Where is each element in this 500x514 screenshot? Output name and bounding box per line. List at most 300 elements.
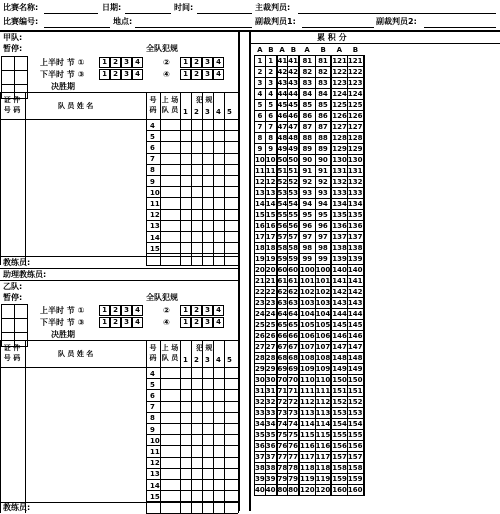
score-cell[interactable]: 155 xyxy=(332,430,347,439)
score-cell[interactable]: 71 xyxy=(277,386,288,395)
foul-box[interactable]: 2 xyxy=(191,57,202,68)
score-cell[interactable]: 54 xyxy=(277,199,288,208)
score-cell[interactable]: 156 xyxy=(332,441,347,450)
score-cell[interactable]: 24 xyxy=(255,309,265,318)
score-cell[interactable]: 8 xyxy=(265,133,276,144)
score-cell[interactable]: 85 xyxy=(299,100,315,111)
score-cell[interactable]: 45 xyxy=(288,100,298,109)
score-cell[interactable]: 103 xyxy=(300,298,315,307)
foul-box[interactable]: 1 xyxy=(99,69,110,80)
score-cell[interactable]: 68 xyxy=(288,353,298,362)
score-cell[interactable]: 115 xyxy=(315,430,331,439)
score-cell[interactable]: 33 xyxy=(265,408,276,417)
score-cell[interactable]: 4 xyxy=(265,89,276,100)
score-cell[interactable]: 80 xyxy=(288,485,298,494)
score-cell[interactable]: 150 xyxy=(332,375,347,384)
score-cell[interactable]: 31 xyxy=(265,386,276,395)
score-cell[interactable]: 48 xyxy=(277,133,288,142)
score-cell[interactable]: 11 xyxy=(265,166,276,175)
score-cell[interactable]: 70 xyxy=(277,375,288,384)
score-cell[interactable]: 116 xyxy=(300,441,315,450)
score-cell[interactable]: 56 xyxy=(277,221,288,230)
score-cell[interactable]: 11 xyxy=(255,166,265,175)
score-cell[interactable]: 21 xyxy=(265,276,276,285)
score-cell[interactable]: 93 xyxy=(315,188,331,199)
timeout-box[interactable] xyxy=(2,319,15,333)
foul-box[interactable]: 1 xyxy=(180,57,191,68)
score-cell[interactable]: 16 xyxy=(255,221,265,230)
score-cell[interactable]: 89 xyxy=(299,144,315,155)
score-cell[interactable]: 160 xyxy=(332,485,347,494)
score-cell[interactable]: 27 xyxy=(255,342,265,351)
score-cell[interactable]: 53 xyxy=(277,188,288,197)
foul-box[interactable]: 3 xyxy=(202,69,213,80)
timeout-box[interactable] xyxy=(15,319,28,333)
foul-box[interactable]: 3 xyxy=(121,317,132,328)
score-cell[interactable]: 25 xyxy=(265,320,276,329)
score-cell[interactable]: 126 xyxy=(332,111,347,120)
score-cell[interactable]: 14 xyxy=(265,199,276,208)
score-cell[interactable]: 12 xyxy=(255,177,265,186)
score-cell[interactable]: 75 xyxy=(277,430,288,439)
score-cell[interactable]: 37 xyxy=(265,452,276,461)
score-cell[interactable]: 59 xyxy=(277,254,288,263)
foul-box[interactable]: 4 xyxy=(132,305,143,316)
score-cell[interactable]: 98 xyxy=(315,243,331,254)
score-cell[interactable]: 82 xyxy=(315,67,331,78)
score-cell[interactable]: 154 xyxy=(347,419,363,428)
score-cell[interactable]: 18 xyxy=(265,243,276,252)
score-cell[interactable]: 17 xyxy=(255,232,265,241)
score-cell[interactable]: 80 xyxy=(277,485,288,494)
score-cell[interactable]: 114 xyxy=(315,419,331,428)
foul-box[interactable]: 2 xyxy=(191,317,202,328)
score-cell[interactable]: 56 xyxy=(288,221,298,230)
foul-box[interactable]: 3 xyxy=(121,305,132,316)
score-cell[interactable]: 149 xyxy=(347,364,363,373)
score-cell[interactable]: 9 xyxy=(265,144,276,155)
score-cell[interactable]: 3 xyxy=(265,78,276,89)
score-cell[interactable]: 118 xyxy=(315,463,331,472)
score-cell[interactable]: 109 xyxy=(315,364,331,373)
score-cell[interactable]: 47 xyxy=(277,122,288,131)
score-cell[interactable]: 88 xyxy=(315,133,331,144)
score-cell[interactable]: 50 xyxy=(288,155,298,164)
score-cell[interactable]: 96 xyxy=(315,221,331,232)
score-cell[interactable]: 94 xyxy=(299,199,315,210)
score-cell[interactable]: 74 xyxy=(288,419,298,428)
score-cell[interactable]: 70 xyxy=(288,375,298,384)
timeout-box[interactable] xyxy=(15,305,28,319)
score-cell[interactable]: 64 xyxy=(288,309,298,318)
score-cell[interactable]: 55 xyxy=(288,210,298,219)
score-cell[interactable]: 48 xyxy=(288,133,298,142)
score-cell[interactable]: 118 xyxy=(300,463,315,472)
score-cell[interactable]: 101 xyxy=(315,276,331,285)
score-cell[interactable]: 67 xyxy=(277,342,288,351)
score-cell[interactable]: 126 xyxy=(347,111,363,120)
score-cell[interactable]: 13 xyxy=(265,188,276,197)
score-cell[interactable]: 49 xyxy=(277,144,288,153)
score-cell[interactable]: 148 xyxy=(347,353,363,362)
score-cell[interactable]: 33 xyxy=(255,408,265,417)
score-cell[interactable]: 134 xyxy=(347,199,363,208)
score-cell[interactable]: 6 xyxy=(265,111,276,122)
score-cell[interactable]: 58 xyxy=(277,243,288,252)
foul-box[interactable]: 4 xyxy=(213,57,224,68)
score-cell[interactable]: 60 xyxy=(277,265,288,274)
score-cell[interactable]: 140 xyxy=(347,265,363,274)
score-cell[interactable]: 133 xyxy=(347,188,363,197)
score-cell[interactable]: 97 xyxy=(315,232,331,243)
score-cell[interactable]: 19 xyxy=(255,254,265,263)
score-cell[interactable]: 92 xyxy=(315,177,331,188)
score-cell[interactable]: 159 xyxy=(332,474,347,483)
score-cell[interactable]: 62 xyxy=(277,287,288,296)
score-cell[interactable]: 45 xyxy=(277,100,288,109)
score-cell[interactable]: 101 xyxy=(300,276,315,285)
score-cell[interactable]: 63 xyxy=(288,298,298,307)
foul-box[interactable]: 2 xyxy=(110,317,121,328)
timeout-box[interactable] xyxy=(15,71,28,85)
score-cell[interactable]: 14 xyxy=(255,199,265,208)
score-cell[interactable]: 100 xyxy=(315,265,331,274)
score-cell[interactable]: 153 xyxy=(347,408,363,417)
score-cell[interactable]: 4 xyxy=(255,89,266,100)
score-cell[interactable]: 53 xyxy=(288,188,298,197)
score-cell[interactable]: 40 xyxy=(255,485,265,494)
score-cell[interactable]: 38 xyxy=(265,463,276,472)
score-cell[interactable]: 104 xyxy=(315,309,331,318)
score-cell[interactable]: 159 xyxy=(347,474,363,483)
score-cell[interactable]: 96 xyxy=(299,221,315,232)
score-cell[interactable]: 32 xyxy=(265,397,276,406)
score-cell[interactable]: 29 xyxy=(255,364,265,373)
score-cell[interactable]: 153 xyxy=(332,408,347,417)
score-cell[interactable]: 124 xyxy=(332,89,347,98)
score-cell[interactable]: 147 xyxy=(347,342,363,351)
score-cell[interactable]: 112 xyxy=(300,397,315,406)
score-cell[interactable]: 154 xyxy=(332,419,347,428)
timeout-box[interactable] xyxy=(2,71,15,85)
score-cell[interactable]: 31 xyxy=(255,386,265,395)
score-cell[interactable]: 158 xyxy=(347,463,363,472)
score-cell[interactable]: 121 xyxy=(347,56,363,65)
score-cell[interactable]: 66 xyxy=(288,331,298,340)
foul-box[interactable]: 4 xyxy=(213,69,224,80)
score-cell[interactable]: 128 xyxy=(347,133,363,142)
score-cell[interactable]: 132 xyxy=(347,177,363,186)
score-cell[interactable]: 30 xyxy=(255,375,265,384)
score-cell[interactable]: 81 xyxy=(299,56,315,67)
score-cell[interactable]: 41 xyxy=(277,56,288,65)
score-cell[interactable]: 28 xyxy=(255,353,265,362)
score-cell[interactable]: 102 xyxy=(315,287,331,296)
score-cell[interactable]: 91 xyxy=(315,166,331,177)
foul-box[interactable]: 1 xyxy=(180,305,191,316)
score-cell[interactable]: 52 xyxy=(288,177,298,186)
score-cell[interactable]: 125 xyxy=(332,100,347,109)
foul-box[interactable]: 3 xyxy=(202,317,213,328)
score-cell[interactable]: 136 xyxy=(332,221,347,230)
score-cell[interactable]: 13 xyxy=(255,188,265,197)
score-cell[interactable]: 73 xyxy=(288,408,298,417)
score-cell[interactable]: 46 xyxy=(277,111,288,120)
foul-box[interactable]: 4 xyxy=(132,57,143,68)
score-cell[interactable]: 57 xyxy=(277,232,288,241)
score-cell[interactable]: 157 xyxy=(347,452,363,461)
score-cell[interactable]: 68 xyxy=(277,353,288,362)
score-cell[interactable]: 46 xyxy=(288,111,298,120)
score-cell[interactable]: 137 xyxy=(332,232,347,241)
foul-box[interactable]: 3 xyxy=(121,57,132,68)
score-cell[interactable]: 17 xyxy=(265,232,276,241)
score-cell[interactable]: 142 xyxy=(347,287,363,296)
score-cell[interactable]: 125 xyxy=(347,100,363,109)
score-cell[interactable]: 51 xyxy=(288,166,298,175)
score-cell[interactable]: 38 xyxy=(255,463,265,472)
score-cell[interactable]: 74 xyxy=(277,419,288,428)
score-cell[interactable]: 105 xyxy=(315,320,331,329)
score-cell[interactable]: 36 xyxy=(255,441,265,450)
score-cell[interactable]: 127 xyxy=(332,122,347,131)
score-cell[interactable]: 128 xyxy=(332,133,347,142)
score-cell[interactable]: 77 xyxy=(277,452,288,461)
score-cell[interactable]: 100 xyxy=(300,265,315,274)
score-cell[interactable]: 32 xyxy=(255,397,265,406)
foul-box[interactable]: 2 xyxy=(191,305,202,316)
score-cell[interactable]: 142 xyxy=(332,287,347,296)
score-cell[interactable]: 97 xyxy=(299,232,315,243)
score-cell[interactable]: 72 xyxy=(288,397,298,406)
score-cell[interactable]: 139 xyxy=(347,254,363,263)
score-cell[interactable]: 20 xyxy=(255,265,265,274)
score-cell[interactable]: 15 xyxy=(255,210,265,219)
foul-box[interactable]: 2 xyxy=(110,57,121,68)
score-cell[interactable]: 106 xyxy=(315,331,331,340)
score-cell[interactable]: 141 xyxy=(332,276,347,285)
foul-box[interactable]: 3 xyxy=(202,305,213,316)
score-cell[interactable]: 99 xyxy=(299,254,315,265)
score-cell[interactable]: 28 xyxy=(265,353,276,362)
score-cell[interactable]: 147 xyxy=(332,342,347,351)
score-cell[interactable]: 18 xyxy=(255,243,265,252)
score-cell[interactable]: 151 xyxy=(347,386,363,395)
score-cell[interactable]: 1 xyxy=(255,56,266,67)
score-cell[interactable]: 103 xyxy=(315,298,331,307)
score-cell[interactable]: 6 xyxy=(255,111,266,122)
score-cell[interactable]: 108 xyxy=(315,353,331,362)
score-cell[interactable]: 64 xyxy=(277,309,288,318)
score-cell[interactable]: 111 xyxy=(300,386,315,395)
score-cell[interactable]: 132 xyxy=(332,177,347,186)
score-cell[interactable]: 83 xyxy=(315,78,331,89)
score-cell[interactable]: 99 xyxy=(315,254,331,265)
score-cell[interactable]: 115 xyxy=(300,430,315,439)
score-cell[interactable]: 130 xyxy=(332,155,347,164)
score-cell[interactable]: 112 xyxy=(315,397,331,406)
score-cell[interactable]: 37 xyxy=(255,452,265,461)
foul-box[interactable]: 2 xyxy=(110,69,121,80)
score-cell[interactable]: 117 xyxy=(300,452,315,461)
score-cell[interactable]: 86 xyxy=(315,111,331,122)
score-cell[interactable]: 55 xyxy=(277,210,288,219)
score-cell[interactable]: 136 xyxy=(347,221,363,230)
score-cell[interactable]: 93 xyxy=(299,188,315,199)
score-cell[interactable]: 91 xyxy=(299,166,315,177)
score-cell[interactable]: 143 xyxy=(347,298,363,307)
score-cell[interactable]: 3 xyxy=(255,78,266,89)
score-cell[interactable]: 140 xyxy=(332,265,347,274)
score-cell[interactable]: 26 xyxy=(255,331,265,340)
score-cell[interactable]: 134 xyxy=(332,199,347,208)
score-cell[interactable]: 73 xyxy=(277,408,288,417)
score-cell[interactable]: 145 xyxy=(347,320,363,329)
score-cell[interactable]: 105 xyxy=(300,320,315,329)
score-cell[interactable]: 110 xyxy=(300,375,315,384)
score-cell[interactable]: 39 xyxy=(265,474,276,483)
foul-box[interactable]: 2 xyxy=(110,305,121,316)
score-cell[interactable]: 143 xyxy=(332,298,347,307)
score-cell[interactable]: 12 xyxy=(265,177,276,186)
score-cell[interactable]: 123 xyxy=(332,78,347,87)
score-cell[interactable]: 51 xyxy=(277,166,288,175)
score-cell[interactable]: 160 xyxy=(347,485,363,494)
score-cell[interactable]: 43 xyxy=(277,78,288,87)
timeout-box[interactable] xyxy=(2,57,15,71)
score-cell[interactable]: 155 xyxy=(347,430,363,439)
foul-box[interactable]: 1 xyxy=(99,57,110,68)
score-cell[interactable]: 20 xyxy=(265,265,276,274)
score-cell[interactable]: 144 xyxy=(332,309,347,318)
score-cell[interactable]: 58 xyxy=(288,243,298,252)
score-cell[interactable]: 145 xyxy=(332,320,347,329)
score-cell[interactable]: 29 xyxy=(265,364,276,373)
score-cell[interactable]: 34 xyxy=(255,419,265,428)
score-cell[interactable]: 124 xyxy=(347,89,363,98)
score-cell[interactable]: 76 xyxy=(277,441,288,450)
score-cell[interactable]: 107 xyxy=(300,342,315,351)
score-cell[interactable]: 77 xyxy=(288,452,298,461)
score-cell[interactable]: 42 xyxy=(288,67,298,76)
score-cell[interactable]: 122 xyxy=(332,67,347,76)
score-cell[interactable]: 50 xyxy=(277,155,288,164)
score-cell[interactable]: 138 xyxy=(332,243,347,252)
score-cell[interactable]: 78 xyxy=(288,463,298,472)
score-cell[interactable]: 36 xyxy=(265,441,276,450)
score-cell[interactable]: 5 xyxy=(265,100,276,111)
score-cell[interactable]: 24 xyxy=(265,309,276,318)
score-cell[interactable]: 86 xyxy=(299,111,315,122)
score-cell[interactable]: 119 xyxy=(315,474,331,483)
score-cell[interactable]: 5 xyxy=(255,100,266,111)
score-cell[interactable]: 84 xyxy=(299,89,315,100)
score-cell[interactable]: 10 xyxy=(265,155,276,164)
score-cell[interactable]: 129 xyxy=(347,144,363,153)
score-cell[interactable]: 61 xyxy=(288,276,298,285)
score-cell[interactable]: 69 xyxy=(288,364,298,373)
score-cell[interactable]: 61 xyxy=(277,276,288,285)
score-cell[interactable]: 72 xyxy=(277,397,288,406)
score-cell[interactable]: 148 xyxy=(332,353,347,362)
score-cell[interactable]: 23 xyxy=(255,298,265,307)
score-cell[interactable]: 120 xyxy=(315,485,331,494)
score-cell[interactable]: 85 xyxy=(315,100,331,111)
score-cell[interactable]: 150 xyxy=(347,375,363,384)
foul-box[interactable]: 2 xyxy=(191,69,202,80)
score-cell[interactable]: 40 xyxy=(265,485,276,494)
score-cell[interactable]: 146 xyxy=(332,331,347,340)
score-cell[interactable]: 66 xyxy=(277,331,288,340)
score-cell[interactable]: 7 xyxy=(255,122,266,133)
score-cell[interactable]: 108 xyxy=(300,353,315,362)
score-cell[interactable]: 87 xyxy=(315,122,331,133)
score-cell[interactable]: 117 xyxy=(315,452,331,461)
score-cell[interactable]: 84 xyxy=(315,89,331,100)
score-cell[interactable]: 146 xyxy=(347,331,363,340)
score-cell[interactable]: 152 xyxy=(332,397,347,406)
foul-box[interactable]: 1 xyxy=(99,305,110,316)
score-cell[interactable]: 1 xyxy=(265,56,276,67)
score-cell[interactable]: 120 xyxy=(300,485,315,494)
score-cell[interactable]: 92 xyxy=(299,177,315,188)
foul-box[interactable]: 4 xyxy=(132,317,143,328)
score-cell[interactable]: 16 xyxy=(265,221,276,230)
score-cell[interactable]: 88 xyxy=(299,133,315,144)
score-cell[interactable]: 133 xyxy=(332,188,347,197)
foul-box[interactable]: 4 xyxy=(213,305,224,316)
score-cell[interactable]: 151 xyxy=(332,386,347,395)
score-cell[interactable]: 158 xyxy=(332,463,347,472)
score-cell[interactable]: 65 xyxy=(288,320,298,329)
score-cell[interactable]: 65 xyxy=(277,320,288,329)
score-cell[interactable]: 137 xyxy=(347,232,363,241)
score-cell[interactable]: 144 xyxy=(347,309,363,318)
score-cell[interactable]: 135 xyxy=(332,210,347,219)
score-cell[interactable]: 123 xyxy=(347,78,363,87)
score-cell[interactable]: 114 xyxy=(300,419,315,428)
score-cell[interactable]: 19 xyxy=(265,254,276,263)
score-cell[interactable]: 127 xyxy=(347,122,363,131)
score-cell[interactable]: 69 xyxy=(277,364,288,373)
score-cell[interactable]: 111 xyxy=(315,386,331,395)
score-cell[interactable]: 121 xyxy=(332,56,347,65)
score-cell[interactable]: 30 xyxy=(265,375,276,384)
score-cell[interactable]: 156 xyxy=(347,441,363,450)
score-cell[interactable]: 110 xyxy=(315,375,331,384)
score-cell[interactable]: 83 xyxy=(299,78,315,89)
score-cell[interactable]: 63 xyxy=(277,298,288,307)
score-cell[interactable]: 90 xyxy=(315,155,331,166)
foul-box[interactable]: 4 xyxy=(213,317,224,328)
score-cell[interactable]: 130 xyxy=(347,155,363,164)
score-cell[interactable]: 57 xyxy=(288,232,298,241)
score-cell[interactable]: 21 xyxy=(255,276,265,285)
score-cell[interactable]: 104 xyxy=(300,309,315,318)
score-cell[interactable]: 152 xyxy=(347,397,363,406)
score-cell[interactable]: 25 xyxy=(255,320,265,329)
score-cell[interactable]: 67 xyxy=(288,342,298,351)
score-cell[interactable]: 44 xyxy=(288,89,298,98)
score-cell[interactable]: 35 xyxy=(255,430,265,439)
score-cell[interactable]: 27 xyxy=(265,342,276,351)
score-cell[interactable]: 87 xyxy=(299,122,315,133)
score-cell[interactable]: 22 xyxy=(255,287,265,296)
score-cell[interactable]: 9 xyxy=(255,144,266,155)
score-cell[interactable]: 113 xyxy=(300,408,315,417)
score-cell[interactable]: 107 xyxy=(315,342,331,351)
score-cell[interactable]: 59 xyxy=(288,254,298,263)
